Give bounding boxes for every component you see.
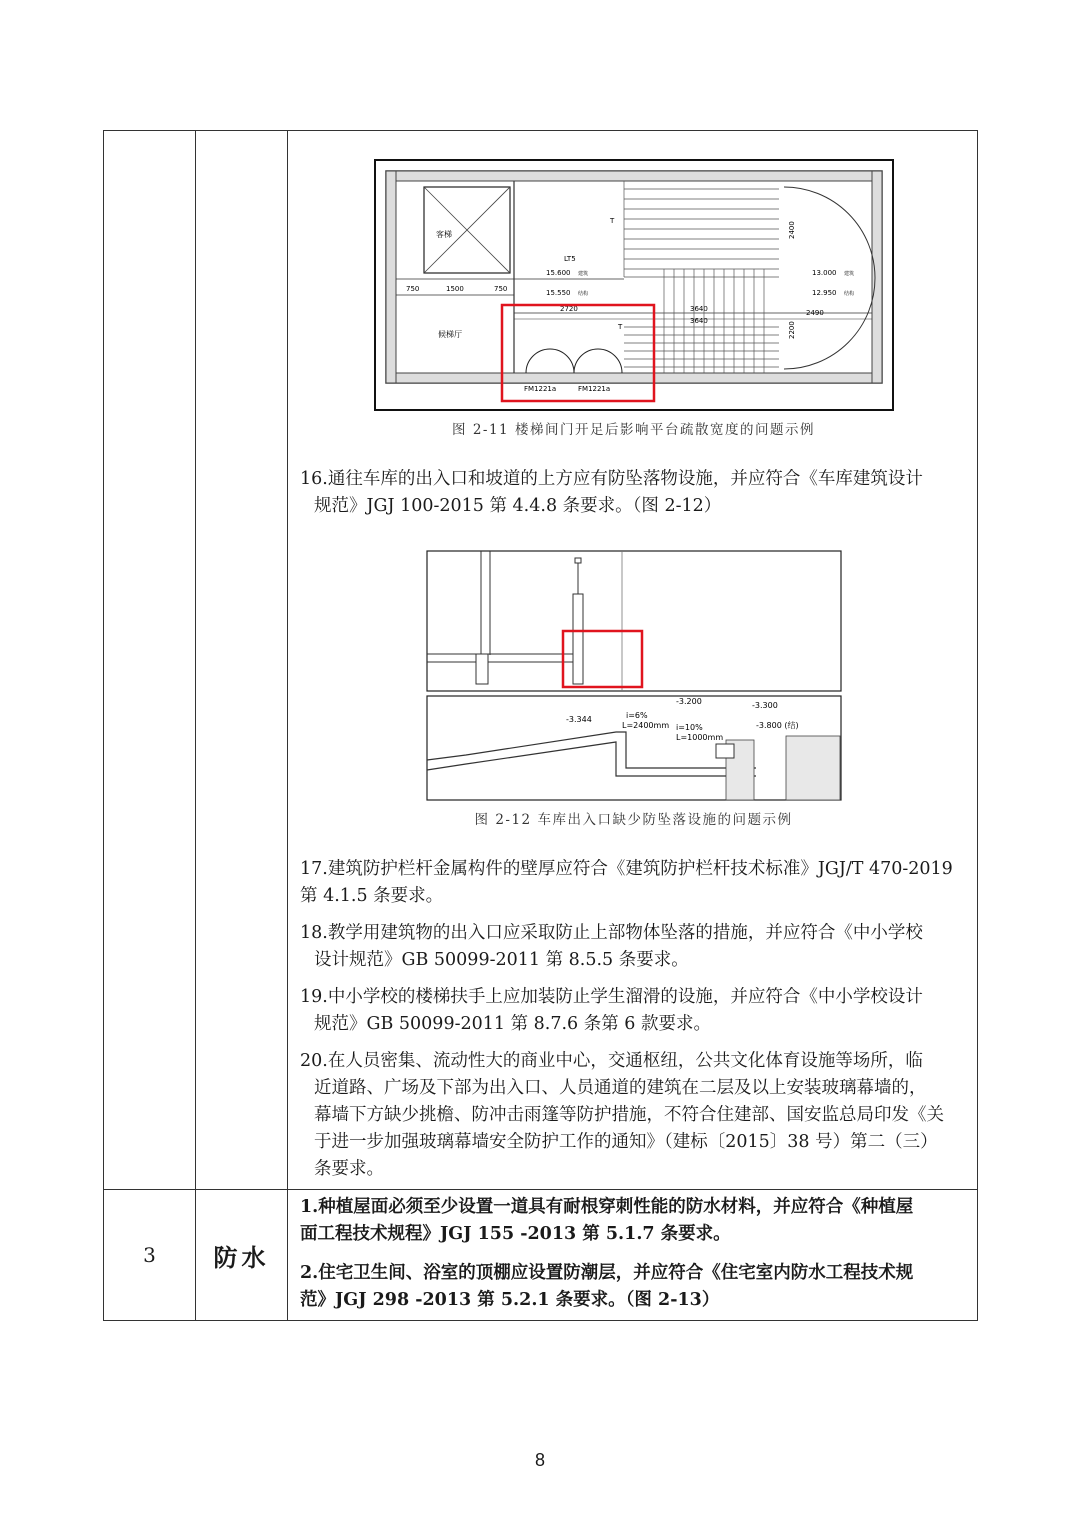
len-l3: L=2400mm [621,721,669,730]
page-number: 8 [534,1450,545,1470]
waterproof-item-1-line-2: 面工程技术规程》JGJ 155 -2013 第 5.1.7 条要求。 [300,1224,731,1244]
item-17 [300,856,967,910]
waterproof-item-2-line-1: 2.住宅卫生间、浴室的顶棚应设置防潮层，并应符合《住宅室内防水工程技术规 [300,1263,914,1283]
elev4-label: 12.950 [811,289,836,297]
elev3-note: 建筑 [843,271,854,277]
elev-l7: -3.300 [751,701,778,710]
item-20-line-4: 于进一步加强玻璃幕墙安全防护工作的通知》（建标〔2015〕38 号）第二（三） [314,1132,938,1152]
item-20-line-1: 20.在人员密集、流动性大的商业中心，交通枢纽，公共文化体育设施等场所，临 [300,1051,923,1071]
elev2-label: 15.550 [545,289,570,297]
dim-1500: 1500 [445,285,464,293]
item-19-line-1: 19.中小学校的楼梯扶手上应加装防止学生溜滑的设施，并应符合《中小学校设计 [300,987,923,1007]
table-row [104,131,978,1190]
item-20-line-3: 幕墙下方缺少挑檐、防冲击雨篷等防护措施，不符合住建部、国安监总局印发《关 [314,1105,944,1125]
content-cell [288,131,978,1190]
figure-2-11-caption: 图 2-11 楼梯间门开足后影响平台疏散宽度的问题示例 [452,422,815,438]
elev3-label: 13.000 [811,269,836,277]
item-16 [300,466,967,520]
item-16-line-2: 规范》JGJ 100-2015 第 4.4.8 条要求。（图 2-12） [314,496,722,516]
item-16-line-1: 16.通往车库的出入口和坡道的上方应有防坠落物设施，并应符合《车库建筑设计 [300,469,923,489]
table-row [104,1190,978,1321]
elevator-label: 客梯 [435,230,452,239]
figure-2-12-caption: 图 2-12 车库出入口缺少防坠落设施的问题示例 [474,812,793,828]
item-19 [300,984,967,1038]
figure-2-11 [374,159,894,414]
item-19-line-2: 规范》GB 50099-2011 第 8.7.6 条第 6 款要求。 [314,1014,711,1034]
elev-l8: -3.800 (结) [755,721,799,730]
door-label-1: FM1221a [523,385,556,393]
slope-l4: i=10% [675,723,703,732]
dim-2490: 2490 [805,309,824,317]
dim-3640b: 3640 [689,317,708,325]
item-20-line-2: 近道路、广场及下部为出入口、人员通道的建筑在二层及以上安装玻璃幕墙的， [314,1078,927,1098]
requirements-table [103,130,978,1321]
dim-750a: 750 [405,285,419,293]
number-cell [104,131,196,1190]
dim-2720: 2720 [559,305,578,313]
item-20 [300,1048,967,1183]
len-l5: L=1000mm [675,733,723,742]
t-label-1: T [617,323,622,331]
dim-3640a: 3640 [689,305,708,313]
dim-2200: 2200 [787,321,796,339]
item-18-line-1: 18.教学用建筑物的出入口应采取防止上部物体坠落的措施，并应符合《中小学校 [300,923,923,943]
elev-l6: -3.200 [675,697,702,706]
lt5-label: LT5 [563,255,576,263]
door-label-2: FM1221a [577,385,610,393]
dim-750b: 750 [493,285,507,293]
slope-l2: i=6% [625,711,648,720]
elev2-note: 结构 [577,291,588,297]
figure-2-12 [426,550,842,802]
row-category: 防水 [196,1190,288,1321]
item-18-line-2: 设计规范》GB 50099-2011 第 8.5.5 条要求。 [314,950,689,970]
elev1-label: 15.600 [545,269,570,277]
elev-l1: -3.344 [565,715,592,724]
elev1-note: 建筑 [577,271,588,277]
item-20-line-5: 条要求。 [314,1159,384,1179]
content-cell [288,1190,978,1321]
t-label-2: T [609,217,614,225]
item-17-line-2: 第 4.1.5 条要求。 [300,886,444,906]
waterproof-item-1-line-1: 1.种植屋面必须至少设置一道具有耐根穿刺性能的防水材料，并应符合《种植屋 [300,1197,914,1217]
category-cell [196,131,288,1190]
waterproof-item-2 [300,1260,967,1314]
item-18 [300,920,967,974]
elev4-note: 结构 [843,291,854,297]
item-17-line-1: 17.建筑防护栏杆金属构件的壁厚应符合《建筑防护栏杆技术标准》JGJ/T 470-2019 [300,859,953,879]
lobby-label: 候梯厅 [437,330,462,339]
row-number: 3 [104,1190,196,1321]
waterproof-item-1 [300,1194,967,1248]
waterproof-item-2-line-2: 范》JGJ 298 -2013 第 5.2.1 条要求。（图 2-13） [300,1290,720,1310]
dim-2400: 2400 [787,221,796,239]
